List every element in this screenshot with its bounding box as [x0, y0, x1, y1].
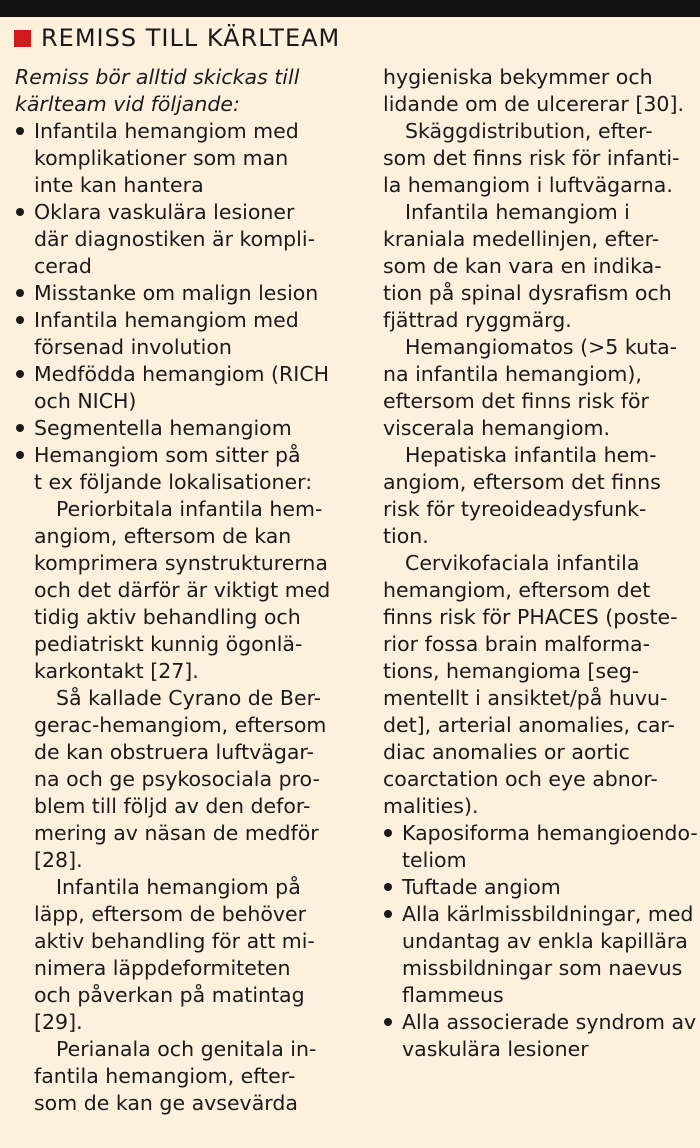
list-item-line: Misstanke om malign lesion [34, 281, 319, 305]
paragraph-line: aktiv behandling för att mi- [34, 929, 315, 953]
list-item-line: Kaposiforma hemangioendo- [402, 821, 698, 845]
paragraph-line: hemangiom, eftersom det [383, 578, 651, 602]
list-item-line: undantag av enkla kapillära [402, 929, 688, 953]
paragraph-line: la hemangiom i luftvägarna. [383, 173, 673, 197]
location-paragraph [15, 496, 345, 685]
paragraph-line: läpp, eftersom de behöver [34, 902, 307, 926]
list-item [15, 118, 345, 199]
paragraph-line: mering av näsan de medför [34, 821, 319, 845]
paragraph-line: Hepatiska infantila hem- [405, 443, 657, 467]
paragraph-line: karkontakt [27]. [34, 659, 199, 683]
paragraph-line: Skäggdistribution, efter- [405, 119, 653, 143]
paragraph-line: na och ge psykosociala pro- [34, 767, 320, 791]
bullet-icon [15, 307, 34, 334]
location-paragraph [383, 442, 688, 550]
paragraph-line: [28]. [34, 848, 83, 872]
bullet-icon [383, 1009, 402, 1036]
paragraph-line: Infantila hemangiom på [56, 875, 301, 899]
list-item-line: försenad involution [34, 335, 232, 359]
box-heading [14, 22, 340, 54]
paragraph-line: tidig aktiv behandling och [34, 605, 301, 629]
list-item-line: Alla associerade syndrom av [402, 1010, 697, 1034]
bullet-icon [15, 118, 34, 145]
paragraph-line: Så kallade Cyrano de Ber- [56, 686, 322, 710]
list-item [383, 874, 688, 901]
intro-text [15, 64, 345, 118]
bullet-icon [383, 820, 402, 847]
intro-line: kärlteam vid följande: [15, 92, 240, 116]
paragraph-line: malities). [383, 794, 479, 818]
paragraph-line: viscerala hemangiom. [383, 416, 611, 440]
bullet-icon [15, 361, 34, 388]
list-item [15, 199, 345, 280]
paragraph-line: som det finns risk för infanti- [383, 146, 680, 170]
paragraph-line: tions, hemangioma [seg- [383, 659, 640, 683]
list-item-line: Tuftade angiom [402, 875, 561, 899]
list-item [15, 280, 345, 307]
paragraph-line: fantila hemangiom, efter- [34, 1064, 296, 1088]
paragraph-line: och påverkan på matintag [34, 983, 305, 1007]
location-paragraph [383, 334, 688, 442]
list-item-line: t ex följande lokalisationer: [34, 470, 313, 494]
location-paragraph [15, 1036, 345, 1117]
list-item-line: cerad [34, 254, 92, 278]
paragraph-line: angiom, eftersom de kan [34, 524, 292, 548]
paragraph-line: komprimera synstrukturerna [34, 551, 328, 575]
continued-paragraph [383, 64, 688, 118]
list-item-line: Infantila hemangiom med [34, 119, 299, 143]
bullet-icon [15, 442, 34, 469]
location-paragraph [15, 685, 345, 874]
paragraph-line: som de kan vara en indika- [383, 254, 662, 278]
paragraph-line: blem till följd av den defor- [34, 794, 311, 818]
paragraph-line: angiom, eftersom det finns [383, 470, 661, 494]
list-item-line: komplikationer som man [34, 146, 289, 170]
list-item-line: där diagnostiken är kompli- [34, 227, 315, 251]
paragraph-line: Hemangiomatos (>5 kuta- [405, 335, 678, 359]
paragraph-line: na infantila hemangiom), [383, 362, 642, 386]
list-item-line: Infantila hemangiom med [34, 308, 299, 332]
list-item-line: inte kan hantera [34, 173, 204, 197]
location-paragraph [383, 118, 688, 199]
paragraph-line: och det därför är viktigt med [34, 578, 331, 602]
paragraph-line: Cervikofaciala infantila [405, 551, 640, 575]
list-item-line: flammeus [402, 983, 504, 1007]
bullet-icon [383, 901, 402, 928]
location-paragraph [15, 874, 345, 1036]
paragraph-line: Periorbitala infantila hem- [56, 497, 323, 521]
list-item [383, 1009, 697, 1063]
paragraph-line: coarctation och eye abnor- [383, 767, 658, 791]
paragraph-line: finns risk för PHACES (poste- [383, 605, 678, 629]
list-item [15, 361, 345, 415]
intro-line: Remiss bör alltid skickas till [15, 65, 300, 89]
list-item-line: teliom [402, 848, 467, 872]
list-item-line: Segmentella hemangiom [34, 416, 292, 440]
right-column [383, 64, 698, 1063]
left-column [15, 64, 345, 1117]
paragraph-line: Perianala och genitala in- [56, 1037, 317, 1061]
box-title: REMISS TILL KÄRLTEAM [41, 24, 341, 52]
paragraph-line: mentellt i ansiktet/på huvu- [383, 686, 668, 710]
list-item [15, 307, 345, 361]
list-item-line: Oklara vaskulära lesioner [34, 200, 295, 224]
paragraph-line: nimera läppdeformiteten [34, 956, 291, 980]
list-item-line: missbildningar som naevus [402, 956, 683, 980]
paragraph-line: lidande om de ulcererar [30]. [383, 92, 684, 116]
paragraph-line: som de kan ge avsevärda [34, 1091, 298, 1115]
list-item-line: Alla kärlmissbildningar, med [402, 902, 694, 926]
paragraph-line: eftersom det finns risk för [383, 389, 649, 413]
paragraph-line: de kan obstruera luftvägar- [34, 740, 314, 764]
paragraph-line: det], arterial anomalies, car- [383, 713, 675, 737]
list-item [15, 442, 345, 496]
paragraph-line: pediatriskt kunnig ögonlä- [34, 632, 303, 656]
list-item-line: Hemangiom som sitter på [34, 443, 301, 467]
paragraph-line: hygieniska bekymmer och [383, 65, 653, 89]
location-paragraph [383, 199, 688, 334]
paragraph-line: risk för tyreoideadysfunk- [383, 497, 647, 521]
paragraph-line: tion. [383, 524, 429, 548]
bullet-icon [15, 199, 34, 226]
list-item-line: och NICH) [34, 389, 137, 413]
list-item [383, 820, 698, 874]
paragraph-line: tion på spinal dysrafism och [383, 281, 672, 305]
paragraph-line: Infantila hemangiom i [405, 200, 630, 224]
list-item [15, 415, 345, 442]
paragraph-line: rior fossa brain malforma- [383, 632, 651, 656]
paragraph-line: kraniala medellinjen, efter- [383, 227, 660, 251]
list-item-line: Medfödda hemangiom (RICH [34, 362, 330, 386]
paragraph-line: fjättrad ryggmärg. [383, 308, 572, 332]
paragraph-line: diac anomalies or aortic [383, 740, 630, 764]
paragraph-line: [29]. [34, 1010, 83, 1034]
bullet-icon [383, 874, 402, 901]
bullet-icon [15, 415, 34, 442]
location-paragraph [383, 550, 688, 820]
paragraph-line: gerac-hemangiom, eftersom [34, 713, 327, 737]
top-bar [0, 0, 700, 17]
red-square-marker [14, 30, 31, 47]
list-item [383, 901, 694, 1009]
bullet-icon [15, 280, 34, 307]
list-item-line: vaskulära lesioner [402, 1037, 589, 1061]
